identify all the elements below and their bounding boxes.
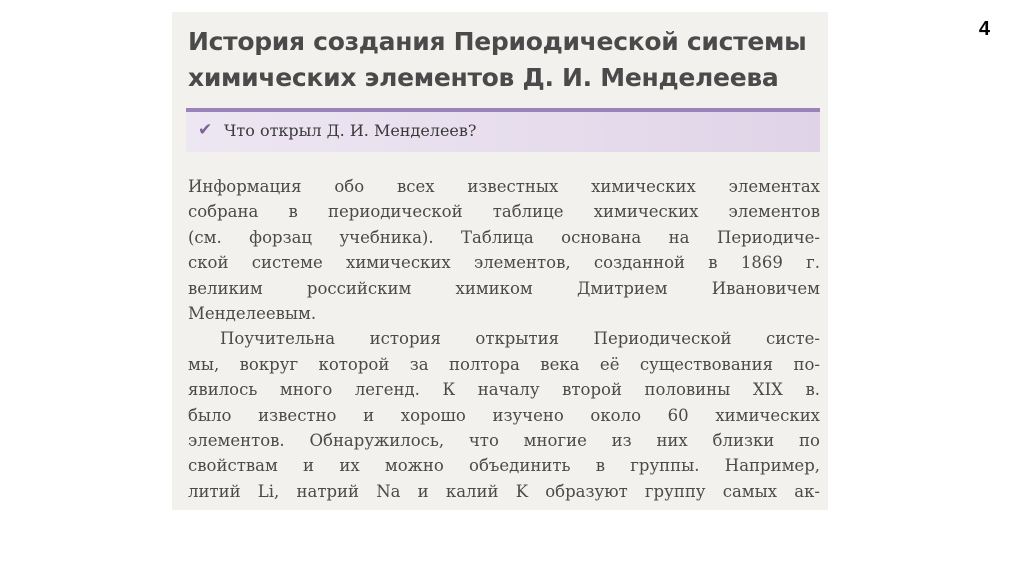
heading-line: История создания Периодической системы [188, 27, 807, 56]
text-line: (см. форзац учебника). Таблица основана на Периодиче- [188, 227, 820, 247]
text-line: ской системе химических элементов, созданной в 1869 г. [188, 253, 820, 273]
text-line: Поучительна история открытия Периодической систе- [220, 329, 820, 349]
text-line: литий Li, натрий Na и калий K образуют группу самых ак- [188, 481, 820, 501]
text-line: Информация обо всех известных химических элементах [188, 177, 820, 196]
text-line: собрана в периодической таблице химических элементов [188, 202, 820, 222]
heading-line: химических элементов Д. И. Менделеева [188, 63, 779, 92]
text-line: великим российским химиком Дмитрием Ивановичем [188, 278, 820, 298]
paragraph [188, 174, 820, 326]
page-heading [188, 24, 818, 96]
slide-number: 4 [978, 18, 990, 40]
question-text: Что открыл Д. И. Менделеев? [224, 121, 477, 140]
text-line: мы, вокруг которой за полтора века её существования по- [188, 354, 820, 374]
text-line: явилось много легенд. К началу второй половины XIX в. [188, 380, 820, 400]
body-text [188, 174, 820, 504]
textbook-page [172, 12, 828, 510]
question-bar [186, 112, 820, 152]
text-line: Менделеевым. [188, 304, 317, 324]
paragraph [188, 326, 820, 504]
text-line: было известно и хорошо изучено около 60 химических [188, 405, 820, 425]
text-line: элементов. Обнаружилось, что многие из них близки по [188, 431, 820, 451]
check-icon: ✔ [198, 120, 213, 140]
text-line: свойствам и их можно объединить в группы. Например, [188, 456, 820, 476]
